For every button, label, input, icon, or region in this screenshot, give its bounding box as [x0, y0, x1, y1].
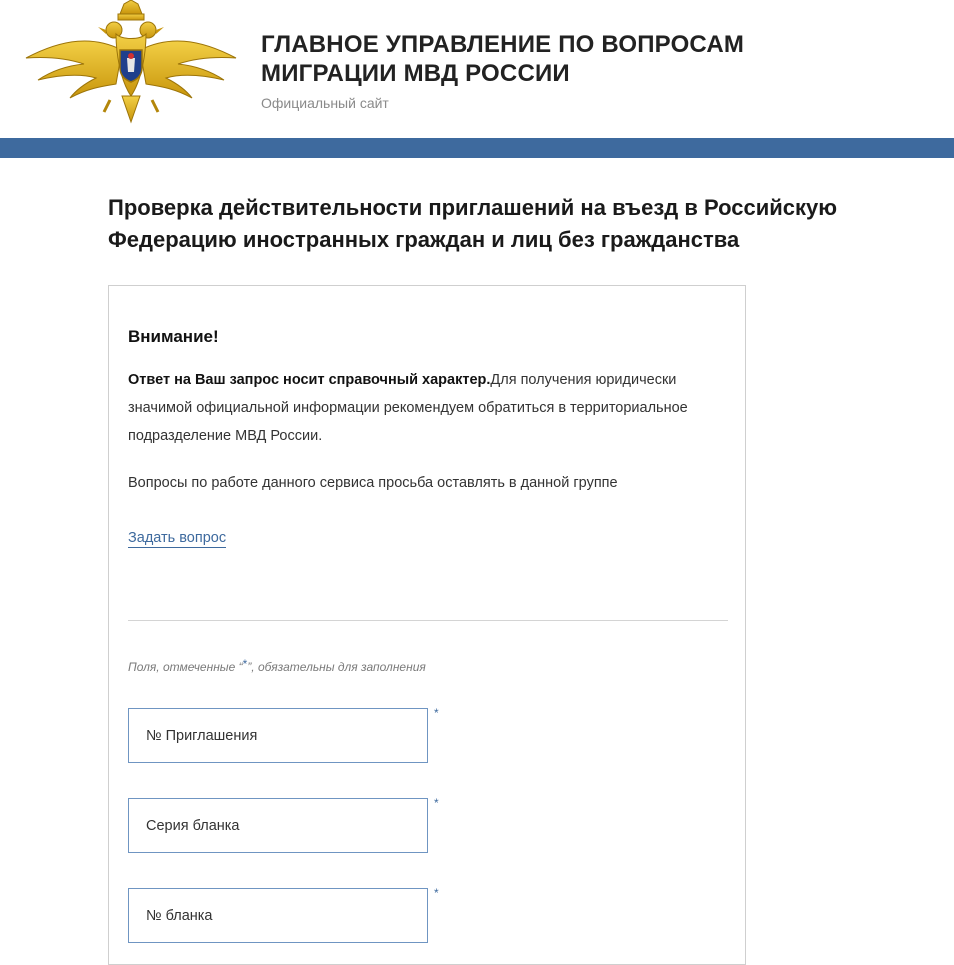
- invitation-number-field[interactable]: [128, 708, 428, 763]
- form-number-field[interactable]: [128, 888, 428, 943]
- notice-text: [128, 366, 728, 450]
- form-number-input[interactable]: [129, 889, 427, 942]
- required-star: *: [242, 657, 248, 671]
- group-info-text: Вопросы по работе данного сервиса просьба оставлять в данной группе: [128, 475, 618, 491]
- form-series-input[interactable]: [129, 799, 427, 852]
- invitation-number-required-mark: *: [434, 706, 439, 720]
- required-note-suffix: ”, обязательны для заполнения: [247, 660, 426, 674]
- notice-body-text: Для получения юридически значимой официальной информации рекомендуем обратиться в территориальное подразделение МВД России.: [128, 372, 688, 444]
- check-form-panel: [108, 285, 746, 965]
- notice-bold-text: Ответ на Ваш запрос носит справочный характер.: [128, 372, 491, 388]
- ask-question-link[interactable]: Задать вопрос: [128, 530, 227, 546]
- form-series-required-mark: *: [434, 796, 439, 810]
- form-number-required-mark: *: [434, 886, 439, 900]
- site-subtitle: Официальный сайт: [261, 95, 389, 111]
- notice-heading: Внимание!: [128, 327, 219, 346]
- page-title: Проверка действительности приглашений на въезд в Российскую Федерацию иностранных граждан и лиц без гражданства: [108, 195, 838, 252]
- organization-title: [261, 30, 744, 88]
- double-headed-eagle-emblem-icon[interactable]: [24, 0, 238, 124]
- required-note-prefix: Поля, отмеченные “: [128, 660, 243, 674]
- form-series-field[interactable]: [128, 798, 428, 853]
- invitation-number-input[interactable]: [129, 709, 427, 762]
- section-divider: [128, 620, 728, 621]
- site-header: [0, 0, 954, 138]
- required-fields-note: [128, 657, 426, 674]
- organization-title-line2: МИГРАЦИИ МВД РОССИИ: [261, 60, 570, 87]
- organization-title-line1: ГЛАВНОЕ УПРАВЛЕНИЕ ПО ВОПРОСАМ: [261, 31, 745, 58]
- header-divider-bar: [0, 138, 954, 158]
